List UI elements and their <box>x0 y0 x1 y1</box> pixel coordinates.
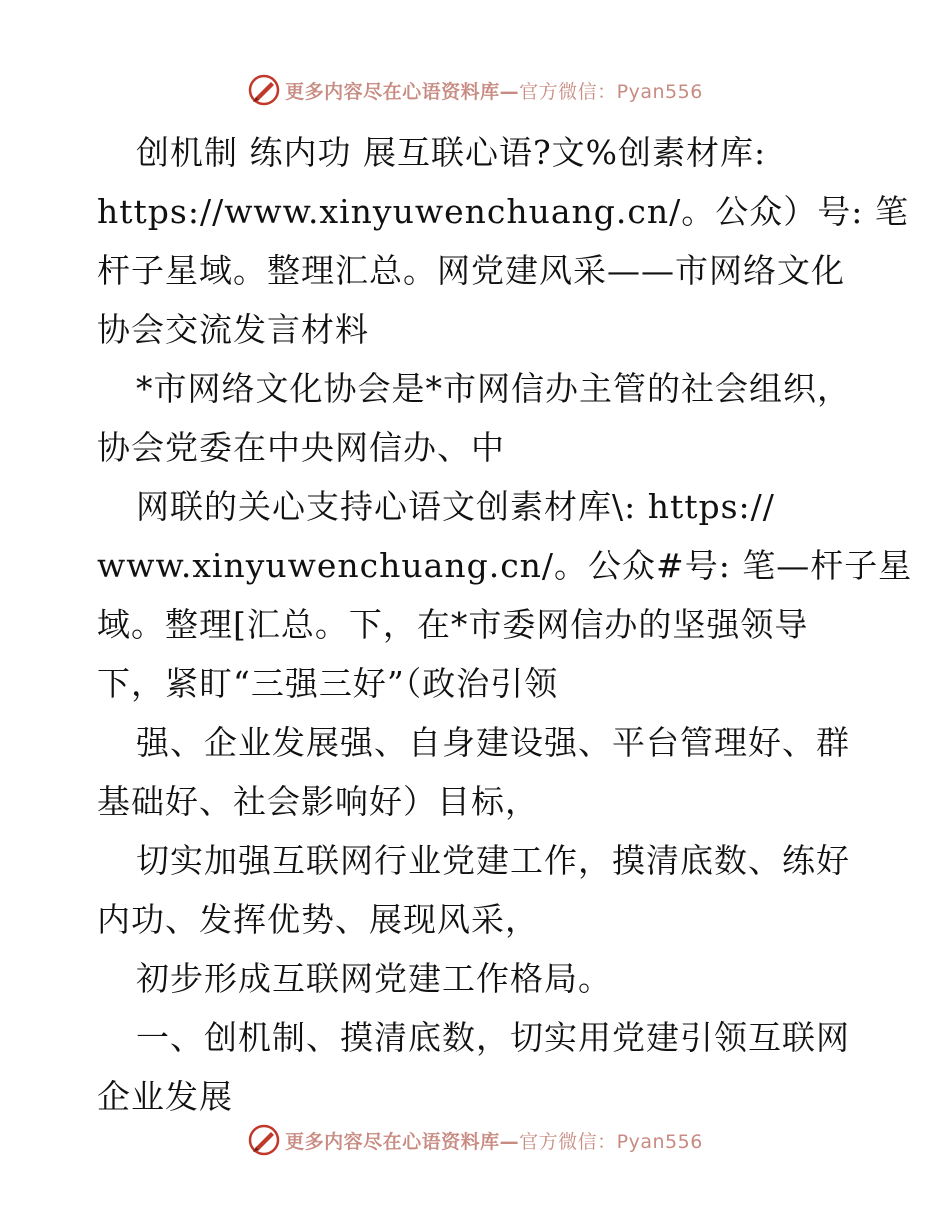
text-line: 一、创机制、摸清底数，切实用党建引领互联网 <box>136 1018 850 1057</box>
text-line: 初步形成互联网党建工作格局。 <box>136 959 612 998</box>
text-line: 协会交流发言材料 <box>97 310 369 349</box>
text-line: 杆子星域。整理汇总。网党建风采——市网络文化 <box>97 251 845 290</box>
banner-text: 更多内容尽在心语资料库— <box>285 1130 520 1153</box>
text-line: 协会党委在中央网信办、中 <box>97 428 505 467</box>
text-line: 域。整理[汇总。下，在*市委网信办的坚强领导 <box>97 605 809 644</box>
text-line: 强、企业发展强、自身建设强、平台管理好、群 <box>136 723 850 762</box>
banner-wechat: 官方微信：Pyan556 <box>519 1130 703 1153</box>
brush-logo-icon <box>247 73 281 107</box>
banner-wechat: 官方微信：Pyan556 <box>519 80 703 103</box>
text-line: https://www.xinyuwenchuang.cn/。公众）号: 笔 <box>97 192 909 231</box>
document-body <box>97 123 913 1126</box>
banner-text: 更多内容尽在心语资料库— <box>285 80 520 103</box>
text-line: www.xinyuwenchuang.cn/。公众#号: 笔—杆子星 <box>97 546 913 585</box>
header-banner <box>0 70 950 110</box>
text-line: 下，紧盯“三强三好”（政治引领 <box>97 664 559 703</box>
text-line: 网联的关心支持心语文创素材库\: https:// <box>136 487 775 526</box>
text-line: 切实加强互联网行业党建工作，摸清底数、练好 <box>136 841 850 880</box>
footer-banner <box>0 1120 950 1160</box>
text-line: 企业发展 <box>97 1077 233 1116</box>
text-line: 内功、发挥优势、展现风采， <box>97 900 539 939</box>
text-line: *市网络文化协会是*市网信办主管的社会组织， <box>136 369 851 408</box>
text-line: 创机制 练内功 展互联心语?文%创素材库: <box>136 133 767 172</box>
brush-logo-icon <box>247 1123 281 1157</box>
text-line: 基础好、社会影响好）目标， <box>97 782 539 821</box>
